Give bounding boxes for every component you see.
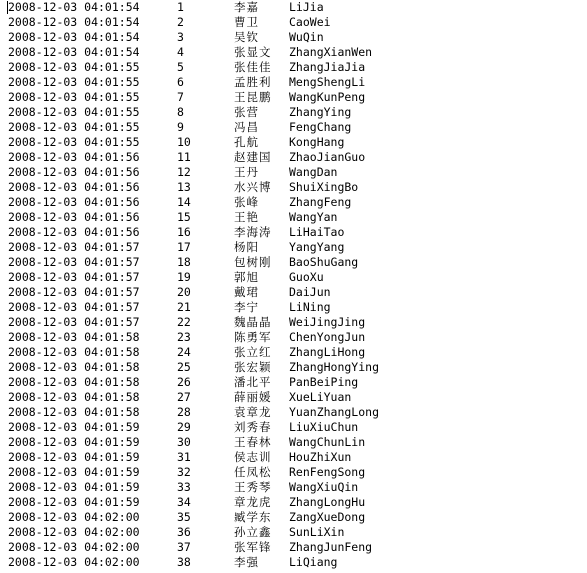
record-id-text: 3 <box>177 30 184 44</box>
chinese-name-text: 薛丽媛 <box>234 390 272 404</box>
record-id-text: 25 <box>177 360 191 374</box>
timestamp-text: 2008-12-03 04:01:59 <box>8 435 140 449</box>
chinese-name-text: 张佳佳 <box>234 60 272 74</box>
text-line <box>0 150 587 165</box>
record-id-text: 29 <box>177 420 191 434</box>
timestamp-text: 2008-12-03 04:01:59 <box>8 480 140 494</box>
timestamp-text: 2008-12-03 04:01:58 <box>8 375 140 389</box>
record-id-text: 7 <box>177 90 184 104</box>
text-line <box>0 135 587 150</box>
chinese-name-text: 杨阳 <box>234 240 259 254</box>
chinese-name-text: 孙立鑫 <box>234 525 272 539</box>
pinyin-name-text: ZhangFeng <box>289 195 352 209</box>
text-line <box>0 255 587 270</box>
timestamp-text: 2008-12-03 04:02:00 <box>8 525 140 539</box>
chinese-name-text: 章龙虎 <box>234 495 272 509</box>
chinese-name-text: 孔航 <box>234 135 259 149</box>
pinyin-name-text: WangXiuQin <box>289 480 359 494</box>
record-id-text: 23 <box>177 330 191 344</box>
pinyin-name-text: ZhangJunFeng <box>289 540 373 554</box>
text-line <box>0 435 587 450</box>
timestamp-text: 2008-12-03 04:01:56 <box>8 195 140 209</box>
chinese-name-text: 张营 <box>234 105 259 119</box>
pinyin-name-text: ZhangXianWen <box>289 45 373 59</box>
timestamp-text: 2008-12-03 04:01:58 <box>8 390 140 404</box>
timestamp-text: 2008-12-03 04:01:55 <box>8 60 140 74</box>
pinyin-name-text: YuanZhangLong <box>289 405 380 419</box>
chinese-name-text: 张峰 <box>234 195 259 209</box>
pinyin-name-text: LiJia <box>289 0 324 14</box>
pinyin-name-text: WangChunLin <box>289 435 366 449</box>
timestamp-text: 2008-12-03 04:01:54 <box>8 30 140 44</box>
record-id-text: 15 <box>177 210 191 224</box>
text-line <box>0 240 587 255</box>
chinese-name-text: 李宁 <box>234 300 259 314</box>
chinese-name-text: 李海涛 <box>234 225 272 239</box>
text-line <box>0 540 587 555</box>
text-line <box>0 225 587 240</box>
text-line <box>0 480 587 495</box>
timestamp-text: 2008-12-03 04:02:00 <box>8 540 140 554</box>
text-line <box>0 45 587 60</box>
record-id-text: 6 <box>177 75 184 89</box>
pinyin-name-text: ZhangHongYing <box>289 360 380 374</box>
pinyin-name-text: ZangXueDong <box>289 510 366 524</box>
text-line <box>0 315 587 330</box>
pinyin-name-text: LiuXiuChun <box>289 420 359 434</box>
record-id-text: 1 <box>177 0 184 14</box>
text-line <box>0 180 587 195</box>
chinese-name-text: 陈勇军 <box>234 330 272 344</box>
record-id-text: 38 <box>177 555 191 569</box>
chinese-name-text: 戴珺 <box>234 285 259 299</box>
timestamp-text: 2008-12-03 04:01:55 <box>8 135 140 149</box>
chinese-name-text: 魏晶晶 <box>234 315 272 329</box>
chinese-name-text: 王春林 <box>234 435 272 449</box>
pinyin-name-text: WangKunPeng <box>289 90 366 104</box>
text-line <box>0 120 587 135</box>
timestamp-text: 2008-12-03 04:01:58 <box>8 360 140 374</box>
timestamp-text: 2008-12-03 04:01:57 <box>8 270 140 284</box>
text-line <box>0 375 587 390</box>
text-line <box>0 345 587 360</box>
record-id-text: 27 <box>177 390 191 404</box>
record-id-text: 10 <box>177 135 191 149</box>
chinese-name-text: 曹卫 <box>234 15 259 29</box>
text-line <box>0 90 587 105</box>
pinyin-name-text: MengShengLi <box>289 75 366 89</box>
timestamp-text: 2008-12-03 04:01:59 <box>8 450 140 464</box>
record-id-text: 36 <box>177 525 191 539</box>
chinese-name-text: 李嘉 <box>234 0 259 14</box>
pinyin-name-text: WangYan <box>289 210 338 224</box>
pinyin-name-text: ChenYongJun <box>289 330 366 344</box>
text-line <box>0 105 587 120</box>
pinyin-name-text: CaoWei <box>289 15 331 29</box>
pinyin-name-text: FengChang <box>289 120 352 134</box>
pinyin-name-text: ShuiXingBo <box>289 180 359 194</box>
record-id-text: 14 <box>177 195 191 209</box>
pinyin-name-text: GuoXu <box>289 270 324 284</box>
record-id-text: 4 <box>177 45 184 59</box>
text-line <box>0 210 587 225</box>
record-id-text: 2 <box>177 15 184 29</box>
chinese-name-text: 王秀琴 <box>234 480 272 494</box>
text-line <box>0 0 587 15</box>
pinyin-name-text: ZhangJiaJia <box>289 60 366 74</box>
chinese-name-text: 赵建国 <box>234 150 272 164</box>
pinyin-name-text: ZhangLiHong <box>289 345 366 359</box>
pinyin-name-text: LiQiang <box>289 555 338 569</box>
timestamp-text: 2008-12-03 04:01:55 <box>8 75 140 89</box>
text-line <box>0 360 587 375</box>
text-line <box>0 30 587 45</box>
record-id-text: 31 <box>177 450 191 464</box>
pinyin-name-text: YangYang <box>289 240 345 254</box>
pinyin-name-text: RenFengSong <box>289 465 366 479</box>
chinese-name-text: 张显文 <box>234 45 272 59</box>
chinese-name-text: 张宏颖 <box>234 360 272 374</box>
text-line <box>0 405 587 420</box>
pinyin-name-text: ZhaoJianGuo <box>289 150 366 164</box>
timestamp-text: 2008-12-03 04:01:55 <box>8 105 140 119</box>
pinyin-name-text: ZhangYing <box>289 105 352 119</box>
pinyin-name-text: LiNing <box>289 300 331 314</box>
text-line <box>0 525 587 540</box>
timestamp-text: 2008-12-03 04:01:57 <box>8 300 140 314</box>
record-id-text: 30 <box>177 435 191 449</box>
record-id-text: 26 <box>177 375 191 389</box>
timestamp-text: 2008-12-03 04:01:57 <box>8 285 140 299</box>
chinese-name-text: 郭旭 <box>234 270 259 284</box>
text-line <box>0 465 587 480</box>
timestamp-text: 2008-12-03 04:02:00 <box>8 555 140 569</box>
record-id-text: 19 <box>177 270 191 284</box>
chinese-name-text: 任凤松 <box>234 465 272 479</box>
chinese-name-text: 袁章龙 <box>234 405 272 419</box>
timestamp-text: 2008-12-03 04:01:57 <box>8 315 140 329</box>
timestamp-text: 2008-12-03 04:01:56 <box>8 150 140 164</box>
text-line <box>0 285 587 300</box>
text-line <box>0 75 587 90</box>
record-id-text: 28 <box>177 405 191 419</box>
timestamp-text: 2008-12-03 04:01:58 <box>8 405 140 419</box>
timestamp-text: 2008-12-03 04:01:59 <box>8 495 140 509</box>
pinyin-name-text: KongHang <box>289 135 345 149</box>
timestamp-text: 2008-12-03 04:02:00 <box>8 510 140 524</box>
chinese-name-text: 王艳 <box>234 210 259 224</box>
pinyin-name-text: ZhangLongHu <box>289 495 366 509</box>
text-line <box>0 60 587 75</box>
timestamp-text: 2008-12-03 04:01:54 <box>8 45 140 59</box>
record-id-text: 5 <box>177 60 184 74</box>
chinese-name-text: 李强 <box>234 555 259 569</box>
timestamp-text: 2008-12-03 04:01:59 <box>8 420 140 434</box>
record-id-text: 13 <box>177 180 191 194</box>
record-id-text: 17 <box>177 240 191 254</box>
text-line <box>0 390 587 405</box>
pinyin-name-text: PanBeiPing <box>289 375 359 389</box>
text-line <box>0 510 587 525</box>
timestamp-text: 2008-12-03 04:01:54 <box>8 0 140 14</box>
timestamp-text: 2008-12-03 04:01:56 <box>8 180 140 194</box>
record-id-text: 8 <box>177 105 184 119</box>
record-id-text: 24 <box>177 345 191 359</box>
text-line <box>0 450 587 465</box>
pinyin-name-text: LiHaiTao <box>289 225 345 239</box>
record-id-text: 9 <box>177 120 184 134</box>
record-id-text: 16 <box>177 225 191 239</box>
timestamp-text: 2008-12-03 04:01:55 <box>8 90 140 104</box>
chinese-name-text: 孟胜利 <box>234 75 272 89</box>
record-id-text: 35 <box>177 510 191 524</box>
text-line <box>0 555 587 570</box>
record-id-text: 12 <box>177 165 191 179</box>
text-line <box>0 165 587 180</box>
chinese-name-text: 王丹 <box>234 165 259 179</box>
record-id-text: 32 <box>177 465 191 479</box>
pinyin-name-text: BaoShuGang <box>289 255 359 269</box>
record-id-text: 18 <box>177 255 191 269</box>
text-line <box>0 420 587 435</box>
timestamp-text: 2008-12-03 04:01:56 <box>8 225 140 239</box>
timestamp-text: 2008-12-03 04:01:54 <box>8 15 140 29</box>
pinyin-name-text: SunLiXin <box>289 525 345 539</box>
timestamp-text: 2008-12-03 04:01:55 <box>8 120 140 134</box>
record-id-text: 21 <box>177 300 191 314</box>
pinyin-name-text: HouZhiXun <box>289 450 352 464</box>
chinese-name-text: 包树刚 <box>234 255 272 269</box>
pinyin-name-text: WangDan <box>289 165 338 179</box>
pinyin-name-text: XueLiYuan <box>289 390 352 404</box>
timestamp-text: 2008-12-03 04:01:58 <box>8 345 140 359</box>
record-id-text: 20 <box>177 285 191 299</box>
pinyin-name-text: DaiJun <box>289 285 331 299</box>
chinese-name-text: 张军锋 <box>234 540 272 554</box>
chinese-name-text: 水兴博 <box>234 180 272 194</box>
chinese-name-text: 王昆鹏 <box>234 90 272 104</box>
timestamp-text: 2008-12-03 04:01:56 <box>8 210 140 224</box>
pinyin-name-text: WeiJingJing <box>289 315 366 329</box>
text-line <box>0 495 587 510</box>
timestamp-text: 2008-12-03 04:01:57 <box>8 240 140 254</box>
text-line <box>0 15 587 30</box>
record-id-text: 11 <box>177 150 191 164</box>
record-id-text: 34 <box>177 495 191 509</box>
record-id-text: 22 <box>177 315 191 329</box>
text-line <box>0 330 587 345</box>
record-id-text: 33 <box>177 480 191 494</box>
chinese-name-text: 吴钦 <box>234 30 259 44</box>
timestamp-text: 2008-12-03 04:01:58 <box>8 330 140 344</box>
text-line <box>0 300 587 315</box>
chinese-name-text: 臧学东 <box>234 510 272 524</box>
chinese-name-text: 冯昌 <box>234 120 259 134</box>
chinese-name-text: 潘北平 <box>234 375 272 389</box>
timestamp-text: 2008-12-03 04:01:59 <box>8 465 140 479</box>
text-line <box>0 270 587 285</box>
timestamp-text: 2008-12-03 04:01:57 <box>8 255 140 269</box>
text-line <box>0 195 587 210</box>
record-id-text: 37 <box>177 540 191 554</box>
pinyin-name-text: WuQin <box>289 30 324 44</box>
chinese-name-text: 张立红 <box>234 345 272 359</box>
timestamp-text: 2008-12-03 04:01:56 <box>8 165 140 179</box>
chinese-name-text: 侯志训 <box>234 450 272 464</box>
chinese-name-text: 刘秀春 <box>234 420 272 434</box>
